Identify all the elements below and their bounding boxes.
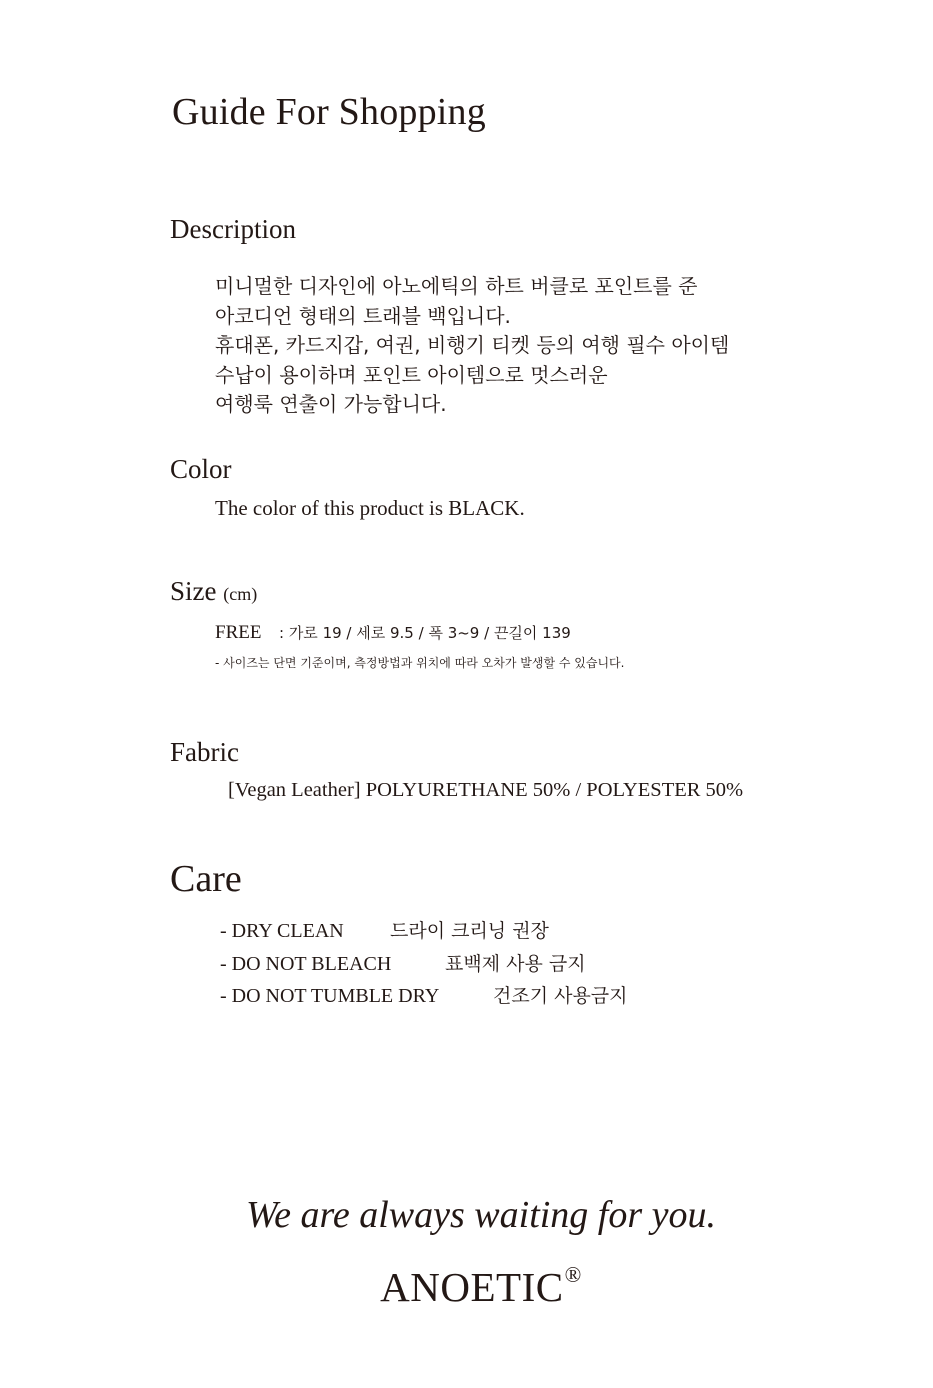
size-unit: (cm)	[223, 584, 258, 604]
tagline: We are always waiting for you.	[245, 1194, 717, 1236]
fabric-heading: Fabric	[170, 737, 239, 767]
care-item-en: - DRY CLEAN	[220, 920, 344, 942]
fabric-text: [Vegan Leather] POLYURETHANE 50% / POLYESTER 50%	[228, 779, 744, 801]
care-item-en: - DO NOT TUMBLE DRY	[220, 985, 440, 1007]
registered-mark: ®	[564, 1262, 582, 1287]
care-item-ko: 드라이 크리닝 권장	[390, 920, 549, 942]
color-heading: Color	[170, 454, 232, 484]
size-row	[215, 622, 571, 644]
color-text: The color of this product is BLACK.	[215, 496, 525, 520]
size-heading-label: Size	[170, 576, 217, 606]
size-note: - 사이즈는 단면 기준이며, 측정방법과 위치에 따라 오차가 발생할 수 있습니다.	[215, 656, 625, 670]
description-line: 미니멀한 디자인에 아노에틱의 하트 버클로 포인트를 준	[215, 274, 698, 298]
description-line: 휴대폰, 카드지갑, 여권, 비행기 티켓 등의 여행 필수 아이템	[215, 333, 730, 357]
care-item	[220, 980, 628, 1013]
description-line: 아코디언 형태의 트래블 백입니다.	[215, 303, 511, 328]
care-item-ko: 표백제 사용 금지	[445, 952, 586, 975]
care-item	[220, 948, 628, 981]
size-label: FREE	[215, 622, 262, 643]
care-list	[220, 915, 628, 1013]
brand-name: ANOETIC	[380, 1264, 564, 1310]
description-line: 여행룩 연출이 가능합니다.	[215, 392, 447, 416]
size-heading	[170, 576, 257, 607]
brand-logo	[0, 1262, 933, 1311]
description-heading: Description	[170, 214, 296, 244]
care-heading: Care	[170, 858, 242, 900]
care-item-ko: 건조기 사용금지	[493, 985, 628, 1007]
description-line: 수납이 용이하며 포인트 아이템으로 멋스러운	[215, 362, 608, 387]
page-title: Guide For Shopping	[172, 91, 486, 133]
care-item	[220, 915, 628, 948]
care-item-en: - DO NOT BLEACH	[220, 952, 392, 975]
size-spec: : 가로 19 / 세로 9.5 / 폭 3~9 / 끈길이 139	[279, 624, 571, 642]
description-text	[215, 272, 729, 420]
